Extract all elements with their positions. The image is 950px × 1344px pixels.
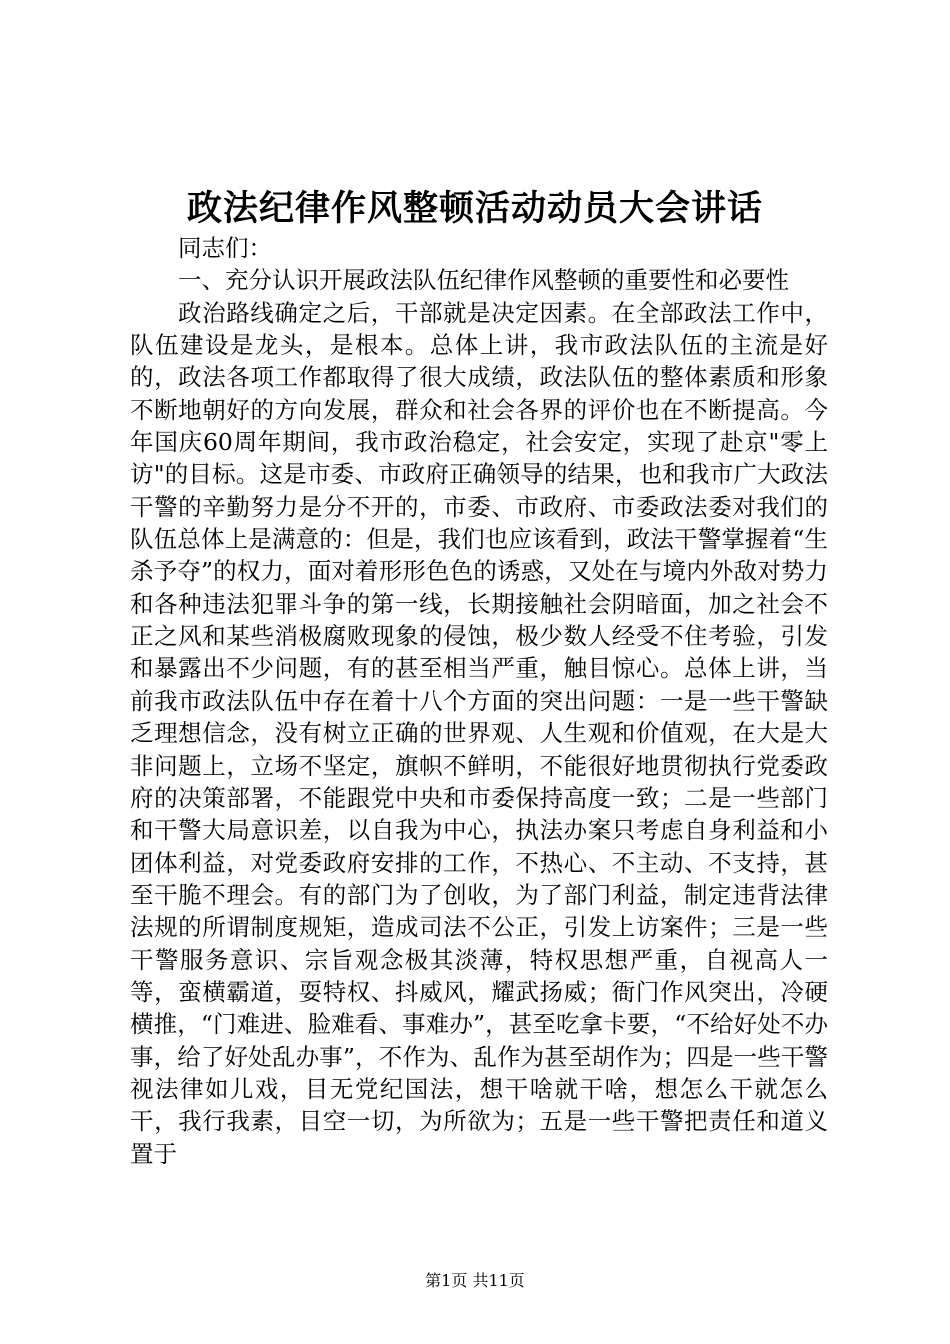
document-body	[130, 232, 828, 1170]
salutation: 同志们：	[178, 234, 272, 262]
page-number-footer: 第1页 共11页	[425, 1271, 525, 1290]
document-title: 政法纪律作风整顿活动动员大会讲话	[186, 188, 763, 229]
body-paragraph: 政治路线确定之后，干部就是决定因素。在全部政法工作中，队伍建设是龙头，是根本。总体上讲，我市政法队伍的主流是好的，政法各项工作都取得了很大成绩，政法队伍的整体素质和形象不断地朝好的方向发展，群众和社会各界的评价也在不断提高。今年国庆60周年期间，我市政治稳定，社会安定，实现了赴京"零上访"的目标。这是市委、市政府正确领导的结果，也和我市广大政法干警的辛勤努力是分不开的，市委、市政府、市委政法委对我们的队伍总体上是满意的：但是，我们也应该看到，政法干警掌握着“生杀予夺”的权力，面对着形形色色的诱惑，又处在与境内外敌对势力和各种违法犯罪斗争的第一线，长期接触社会阴暗面，加之社会不正之风和某些消极腐败现象的侵蚀，极少数人经受不住考验，引发和暴露出不少问题，有的甚至相当严重，触目惊心。总体上讲，当前我市政法队伍中存在着十八个方面的突出问题：一是一些干警缺乏理想信念，没有树立正确的世界观、人生观和价值观，在大是大非问题上，立场不坚定，旗帜不鲜明，不能很好地贯彻执行党委政府的决策部署，不能跟党中央和市委保持高度一致；二是一些部门和干警大局意识差，以自我为中心，执法办案只考虑自身利益和小团体利益，对党委政府安排的工作，不热心、不主动、不支持，甚至干脆不理会。有的部门为了创收，为了部门利益，制定违背法律法规的所谓制度规矩，造成司法不公正，引发上访案件；三是一些干警服务意识、宗旨观念极其淡薄，特权思想严重，自视高人一等，蛮横霸道，耍特权、抖威风，耀武扬威；衙门作风突出，冷硬横推，“门难进、脸难看、事难办”，甚至吃拿卡要，“不给好处不办事，给了好处乱办事”，不作为、乱作为甚至胡作为；四是一些干警视法律如儿戏，目无党纪国法，想干啥就干啥，想怎么干就怎么干，我行我素，目空一切，为所欲为；五是一些干警把责任和道义置于	[130, 298, 828, 1168]
section-heading: 一、充分认识开展政法队伍纪律作风整顿的重要性和必要性	[178, 266, 789, 295]
